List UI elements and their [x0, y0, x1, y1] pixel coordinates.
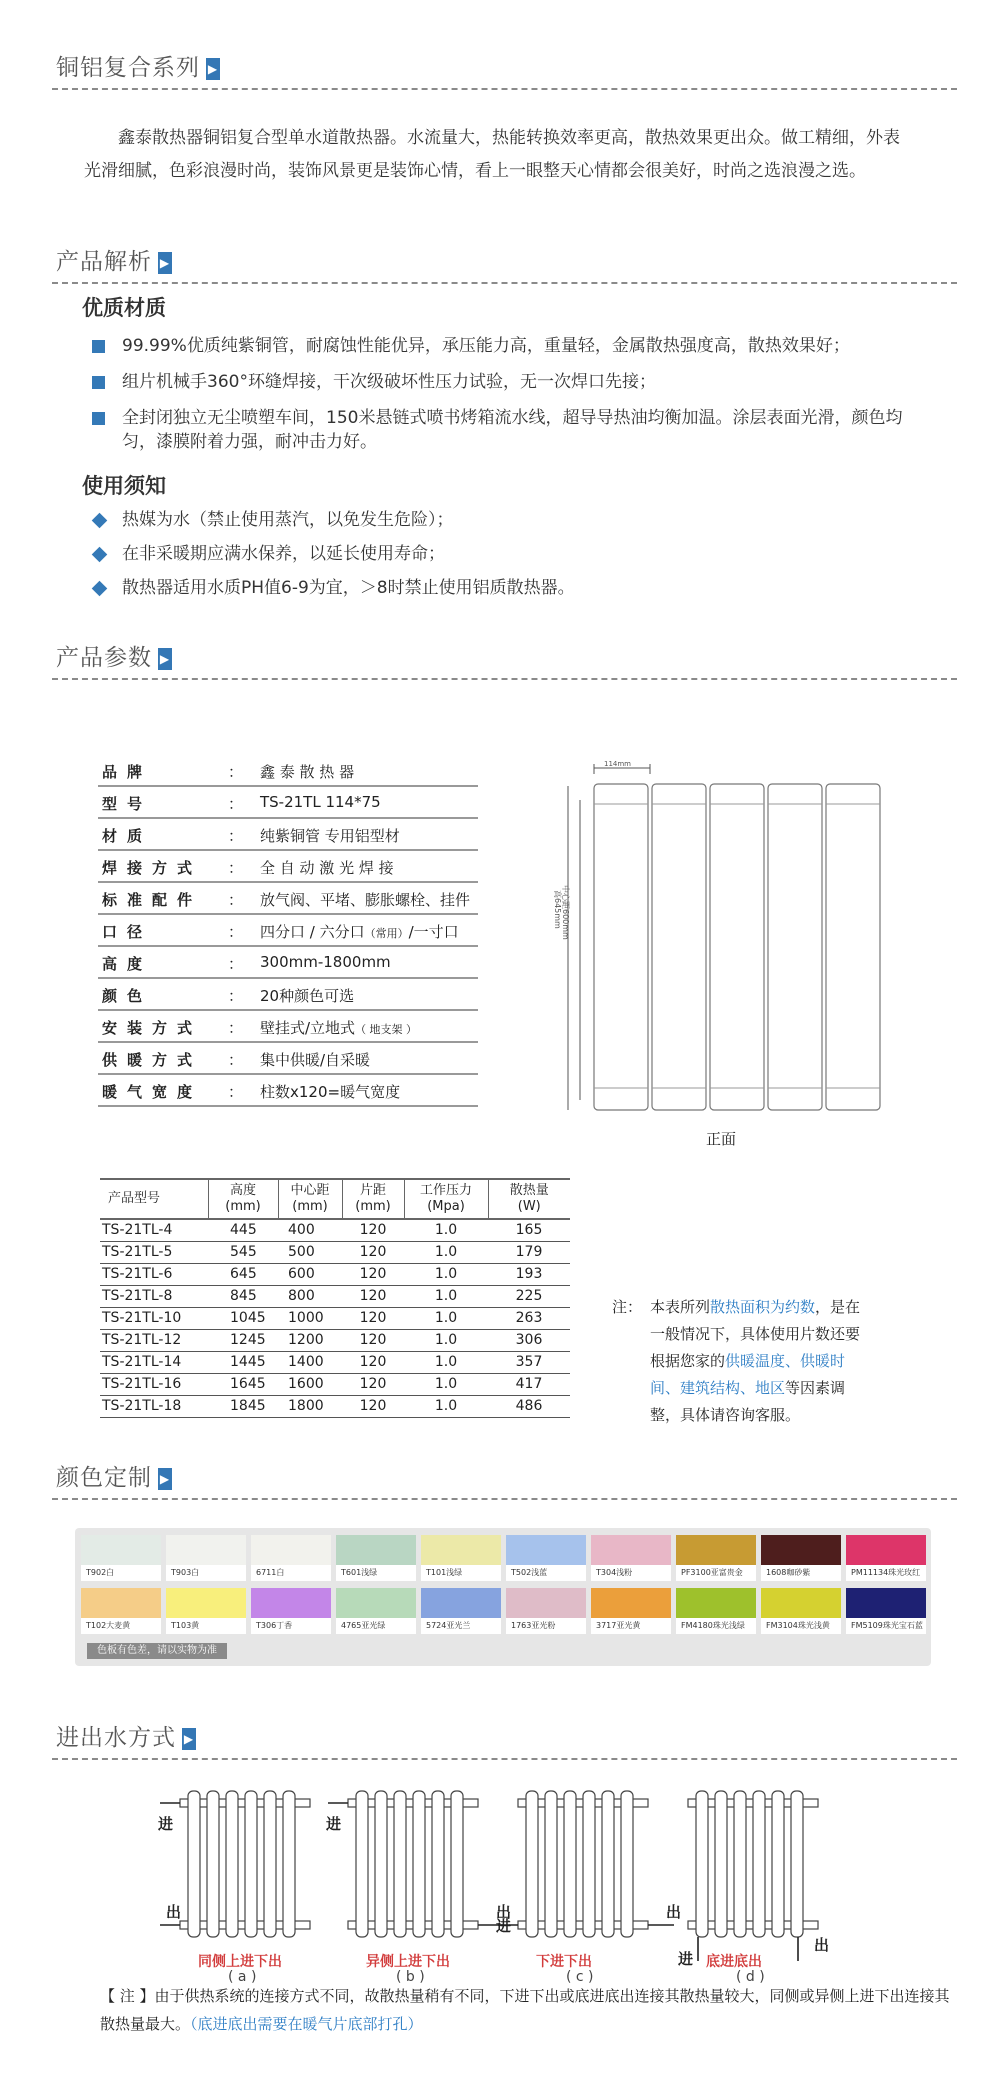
- color-chip: [676, 1535, 756, 1565]
- color-chip: [591, 1588, 671, 1618]
- flow-type-index: ( b ): [396, 1969, 425, 1985]
- table-cell: 1.0: [404, 1373, 488, 1395]
- color-chip: [506, 1535, 586, 1565]
- color-name: T306丁香: [256, 1621, 293, 1630]
- table-cell: 120: [342, 1285, 404, 1307]
- list-item: 在非采暖期应满水保养，以延长使用寿命；: [92, 542, 912, 566]
- color-swatch: [591, 1535, 671, 1581]
- color-name: T102大麦黄: [86, 1621, 131, 1630]
- radiator-column: [207, 1791, 219, 1937]
- table-row: [100, 1351, 570, 1373]
- arrow-right-icon: ▶: [158, 1468, 172, 1490]
- table-cell: 1.0: [404, 1241, 488, 1263]
- radiator-column: [245, 1791, 257, 1937]
- radiator-fin: [710, 784, 764, 1110]
- color-swatch: [506, 1588, 586, 1634]
- table-cell: 1.0: [404, 1351, 488, 1373]
- outlet-label: 出: [814, 1936, 830, 1954]
- table-cell: 120: [342, 1219, 404, 1241]
- table-cell: 263: [488, 1307, 570, 1329]
- color-name: T103黄: [171, 1621, 200, 1630]
- flow-type-index: ( c ): [566, 1969, 594, 1985]
- table-cell: 400: [278, 1219, 342, 1241]
- table-cell: TS-21TL-4: [100, 1219, 208, 1241]
- flow-type-index: ( a ): [228, 1969, 257, 1985]
- color-name: T502浅蓝: [511, 1568, 548, 1577]
- table-cell: 1200: [278, 1329, 342, 1351]
- flow-type-index: ( d ): [736, 1969, 765, 1985]
- color-name: T101浅绿: [426, 1568, 463, 1577]
- table-cell: 120: [342, 1329, 404, 1351]
- table-cell: 1.0: [404, 1395, 488, 1417]
- table-cell: 1800: [278, 1395, 342, 1417]
- intro-paragraph: 鑫泰散热器铜铝复合型单水道散热器。水流量大，热能转换效率更高，散热效果更出众。做工精细，外表光滑细腻，色彩浪漫时尚，装饰风景更是装饰心情，看上一眼整天心情都会很美好，时尚之选浪漫之选。: [84, 128, 900, 181]
- section-header-series: [52, 46, 957, 90]
- usage-title: 使用须知: [82, 474, 166, 498]
- color-name: FM4180珠光浅绿: [681, 1621, 745, 1630]
- model-table: [100, 1178, 570, 1418]
- table-cell: 1645: [208, 1373, 278, 1395]
- color-swatch: [761, 1588, 841, 1634]
- radiator-column: [451, 1791, 463, 1937]
- height-dimension-label: 高645mm: [553, 890, 562, 929]
- column-header: 片距 (mm): [342, 1179, 404, 1219]
- table-note: 注： 本表所列散热面积为约数，是在一般情况下，具体使用片数还要根据您家的供暖温度、供暖时间、建筑结构、地区等因素调整，具体请咨询客服。: [612, 1298, 861, 1424]
- list-item: 散热器适用水质PH值6-9为宜，＞8时禁止使用铝质散热器。: [92, 576, 912, 600]
- table-header-row: [100, 1179, 570, 1219]
- inlet-label: 进: [158, 1815, 174, 1833]
- color-chip: [591, 1535, 671, 1565]
- quality-list: [92, 334, 912, 466]
- color-swatch: [761, 1535, 841, 1581]
- color-disclaimer: 色板有色差，请以实物为准: [87, 1643, 227, 1659]
- table-row: [100, 1329, 570, 1351]
- color-name: PF3100亚富贵金: [681, 1568, 743, 1577]
- table-cell: 120: [342, 1351, 404, 1373]
- outlet-label: 出: [666, 1903, 682, 1921]
- table-cell: 1.0: [404, 1329, 488, 1351]
- table-cell: 600: [278, 1263, 342, 1285]
- outlet-label: 出: [166, 1903, 182, 1921]
- color-swatch: [251, 1535, 331, 1581]
- color-swatch-panel: [75, 1528, 931, 1666]
- color-chip: [81, 1535, 161, 1565]
- section-header-params: [52, 636, 957, 680]
- square-bullet-icon: [92, 412, 105, 425]
- color-chip: [421, 1535, 501, 1565]
- color-chip: [421, 1588, 501, 1618]
- radiator-column: [432, 1791, 444, 1937]
- color-name: T903白: [171, 1568, 200, 1577]
- flow-type-label: 底进底出: [706, 1954, 762, 1970]
- table-cell: 1445: [208, 1351, 278, 1373]
- section-title: 产品解析: [56, 249, 152, 275]
- table-cell: 179: [488, 1241, 570, 1263]
- radiator-fin: [652, 784, 706, 1110]
- diamond-bullet-icon: [92, 513, 108, 529]
- table-cell: 225: [488, 1285, 570, 1307]
- color-swatch: [421, 1535, 501, 1581]
- quality-title: 优质材质: [82, 296, 166, 320]
- table-cell: 1400: [278, 1351, 342, 1373]
- radiator-fin: [826, 784, 880, 1110]
- color-chip: [166, 1588, 246, 1618]
- arrow-right-icon: ▶: [182, 1728, 196, 1750]
- spec-row: 供暖方式 ： 集中供暖/自采暖: [98, 1043, 478, 1075]
- radiator-fins: [594, 784, 880, 1110]
- color-name: 1608咖砂紫: [766, 1568, 811, 1577]
- table-cell: TS-21TL-10: [100, 1307, 208, 1329]
- color-swatch: [421, 1588, 501, 1634]
- table-cell: 500: [278, 1241, 342, 1263]
- diamond-bullet-icon: [92, 547, 108, 563]
- arrow-right-icon: ▶: [158, 252, 172, 274]
- color-chip: [81, 1588, 161, 1618]
- column-header: 产品型号: [100, 1179, 208, 1219]
- radiator-column: [564, 1791, 576, 1937]
- spec-row: 型号 ： TS-21TL 114*75: [98, 787, 478, 819]
- radiator-column: [734, 1791, 746, 1937]
- spec-row: 标准配件 ： 放气阀、平堵、膨胀螺栓、挂件: [98, 883, 478, 915]
- radiator-column: [356, 1791, 368, 1937]
- table-cell: 165: [488, 1219, 570, 1241]
- spec-row: 口径 ： 四分口 / 六分口（常用）/一寸口: [98, 915, 478, 947]
- spec-row: 材质 ： 纯紫铜管 专用铝型材: [98, 819, 478, 851]
- section-header-colors: [52, 1456, 957, 1500]
- table-cell: 120: [342, 1373, 404, 1395]
- table-cell: 193: [488, 1263, 570, 1285]
- table-cell: TS-21TL-6: [100, 1263, 208, 1285]
- color-swatch: [166, 1588, 246, 1634]
- color-swatch: [846, 1588, 926, 1634]
- color-swatch: [676, 1588, 756, 1634]
- table-cell: 1.0: [404, 1219, 488, 1241]
- table-cell: 845: [208, 1285, 278, 1307]
- radiator-column: [545, 1791, 557, 1937]
- color-name: 4765亚光绿: [341, 1621, 386, 1630]
- table-cell: TS-21TL-8: [100, 1285, 208, 1307]
- table-cell: 120: [342, 1263, 404, 1285]
- usage-list: [92, 508, 912, 610]
- radiator-fin: [768, 784, 822, 1110]
- radiator-column: [526, 1791, 538, 1937]
- table-cell: 800: [278, 1285, 342, 1307]
- spec-row: 颜色 ： 20种颜色可选: [98, 979, 478, 1011]
- column-header: 散热量 (W): [488, 1179, 570, 1219]
- table-cell: TS-21TL-5: [100, 1241, 208, 1263]
- spec-row: 品牌 ： 鑫 泰 散 热 器: [98, 755, 478, 787]
- color-chip: [761, 1588, 841, 1618]
- table-cell: 120: [342, 1395, 404, 1417]
- table-cell: 1.0: [404, 1307, 488, 1329]
- outlet-label: 出: [496, 1903, 512, 1921]
- color-name: 3717亚光黄: [596, 1621, 641, 1630]
- spec-row: 高度 ： 300mm-1800mm: [98, 947, 478, 979]
- column-header: 中心距 (mm): [278, 1179, 342, 1219]
- color-name: 6711白: [256, 1568, 285, 1577]
- spec-row: 暖气宽度 ： 柱数x120=暖气宽度: [98, 1075, 478, 1107]
- radiator-column: [413, 1791, 425, 1937]
- table-row: [100, 1263, 570, 1285]
- arrow-right-icon: ▶: [158, 648, 172, 670]
- table-cell: TS-21TL-18: [100, 1395, 208, 1417]
- water-flow-diagram: [668, 1775, 868, 1985]
- table-cell: 306: [488, 1329, 570, 1351]
- color-name: FM5109珠光宝石蓝: [851, 1621, 923, 1630]
- color-name: 5724亚光兰: [426, 1621, 471, 1630]
- list-item: 99.99%优质纯紫铜管，耐腐蚀性能优异，承压能力高，重量轻，金属散热强度高，散热效果好；: [92, 334, 912, 358]
- section-title: 产品参数: [56, 645, 152, 671]
- color-swatch: [336, 1588, 416, 1634]
- table-cell: TS-21TL-14: [100, 1351, 208, 1373]
- color-name: T902白: [86, 1568, 115, 1577]
- radiator-column: [394, 1791, 406, 1937]
- table-row: [100, 1395, 570, 1417]
- flow-type-label: 异侧上进下出: [366, 1954, 450, 1970]
- table-cell: 417: [488, 1373, 570, 1395]
- color-name: T304浅粉: [596, 1568, 633, 1577]
- table-cell: 1245: [208, 1329, 278, 1351]
- radiator-column: [188, 1791, 200, 1937]
- color-name: 1763亚光粉: [511, 1621, 556, 1630]
- color-swatch: [506, 1535, 586, 1581]
- color-chip: [336, 1588, 416, 1618]
- radiator-column: [375, 1791, 387, 1937]
- column-header: 高度 (mm): [208, 1179, 278, 1219]
- color-swatch: [251, 1588, 331, 1634]
- flow-type-label: 同侧上进下出: [198, 1954, 282, 1970]
- radiator-column: [696, 1791, 708, 1937]
- table-cell: 1.0: [404, 1285, 488, 1307]
- radiator-column: [791, 1791, 803, 1937]
- list-item: 全封闭独立无尘喷塑车间，150米悬链式喷书烤箱流水线，超导导热油均衡加温。涂层表面光滑，颜色均匀，漆膜附着力强，耐冲击力好。: [92, 406, 912, 454]
- table-row: [100, 1307, 570, 1329]
- color-swatch: [81, 1535, 161, 1581]
- front-view-label: 正面: [706, 1130, 737, 1148]
- table-cell: 486: [488, 1395, 570, 1417]
- table-cell: 445: [208, 1219, 278, 1241]
- list-item: 热媒为水（禁止使用蒸汽，以免发生危险）；: [92, 508, 912, 532]
- radiator-column: [283, 1791, 295, 1937]
- column-header: 工作压力 (Mpa): [404, 1179, 488, 1219]
- radiator-column: [583, 1791, 595, 1937]
- section-header-water-flow: [52, 1716, 957, 1760]
- inlet-label: 进: [496, 1917, 512, 1935]
- color-chip: [846, 1588, 926, 1618]
- table-cell: 1000: [278, 1307, 342, 1329]
- color-chip: [506, 1588, 586, 1618]
- radiator-column: [602, 1791, 614, 1937]
- table-cell: 1.0: [404, 1263, 488, 1285]
- table-cell: 357: [488, 1351, 570, 1373]
- radiator-column: [772, 1791, 784, 1937]
- radiator-front-diagram: [530, 760, 930, 1160]
- section-title: 铜铝复合系列: [56, 55, 200, 81]
- diamond-bullet-icon: [92, 581, 108, 597]
- table-cell: 120: [342, 1241, 404, 1263]
- color-chip: [336, 1535, 416, 1565]
- square-bullet-icon: [92, 376, 105, 389]
- color-swatch: [81, 1588, 161, 1634]
- table-cell: 1600: [278, 1373, 342, 1395]
- table-cell: 545: [208, 1241, 278, 1263]
- table-cell: TS-21TL-16: [100, 1373, 208, 1395]
- radiator-column: [715, 1791, 727, 1937]
- color-chip: [251, 1588, 331, 1618]
- list-item: 组片机械手360°环缝焊接，干次级破坏性压力试验，无一次焊口先接；: [92, 370, 912, 394]
- table-cell: 1045: [208, 1307, 278, 1329]
- color-swatch: [336, 1535, 416, 1581]
- radiator-column: [264, 1791, 276, 1937]
- color-chip: [846, 1535, 926, 1565]
- section-title: 颜色定制: [56, 1465, 152, 1491]
- table-row: [100, 1219, 570, 1241]
- radiator-icon: [668, 1775, 868, 1965]
- table-cell: 1845: [208, 1395, 278, 1417]
- flow-type-label: 下进下出: [536, 1954, 592, 1970]
- color-swatch: [166, 1535, 246, 1581]
- color-swatch: [846, 1535, 926, 1581]
- section-header-analysis: [52, 240, 957, 284]
- color-name: FM3104珠光浅黄: [766, 1621, 830, 1630]
- table-cell: 645: [208, 1263, 278, 1285]
- color-name: T601浅绿: [341, 1568, 378, 1577]
- radiator-column: [621, 1791, 633, 1937]
- table-row: [100, 1373, 570, 1395]
- footer-note: 【 注 】由于供热系统的连接方式不同，故散热量稍有不同，下进下出或底进底出连接其散热量较大，同侧或异侧上进下出连接其散热量最大。（底进底出需要在暖气片底部打孔）: [100, 1987, 950, 2033]
- color-swatch: [591, 1588, 671, 1634]
- inlet-label: 进: [678, 1950, 694, 1968]
- spec-row: 安装方式 ： 壁挂式/立地式（ 地支架 ）: [98, 1011, 478, 1043]
- radiator-column: [226, 1791, 238, 1937]
- width-dimension-label: 114mm: [604, 760, 631, 768]
- table-row: [100, 1285, 570, 1307]
- square-bullet-icon: [92, 340, 105, 353]
- table-row: [100, 1241, 570, 1263]
- color-name: PM11134珠光玫红: [851, 1568, 921, 1577]
- spec-row: 焊接方式 ： 全 自 动 激 光 焊 接: [98, 851, 478, 883]
- color-swatch: [676, 1535, 756, 1581]
- radiator-fin: [594, 784, 648, 1110]
- arrow-right-icon: ▶: [206, 58, 220, 80]
- radiator-column: [753, 1791, 765, 1937]
- table-cell: TS-21TL-12: [100, 1329, 208, 1351]
- color-chip: [761, 1535, 841, 1565]
- center-distance-label: 中心距600mm: [561, 885, 570, 940]
- spec-table: [98, 755, 478, 1107]
- inlet-label: 进: [326, 1815, 342, 1833]
- color-chip: [251, 1535, 331, 1565]
- color-chip: [166, 1535, 246, 1565]
- table-cell: 120: [342, 1307, 404, 1329]
- section-title: 进出水方式: [56, 1725, 176, 1751]
- color-chip: [676, 1588, 756, 1618]
